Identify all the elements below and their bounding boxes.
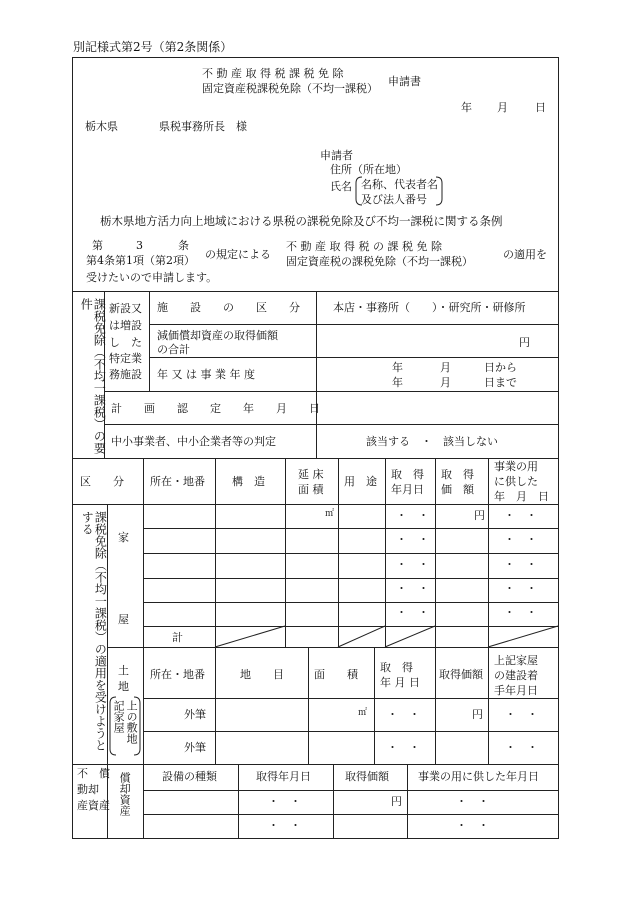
dep-side-label3: 産資産 — [77, 799, 110, 812]
house-acq-dots-4: ・ ・ — [396, 582, 429, 595]
header-use-date2: に供した — [494, 475, 538, 488]
land-acq-date1: 取 得 — [380, 661, 413, 674]
land-bottom-line — [72, 764, 559, 765]
house-acq-dots-5: ・ ・ — [396, 606, 429, 619]
land-use-dots-2: ・ ・ — [505, 741, 538, 754]
house-row-line-1 — [143, 528, 559, 529]
dep-yen: 円 — [391, 795, 402, 808]
header-floor-area2: 面 積 — [298, 483, 324, 496]
applicant-name: 氏名 — [330, 180, 352, 193]
article-apply: の適用を — [503, 248, 547, 261]
land-label2: 地 — [118, 680, 129, 693]
applicant-address: 住所（所在地） — [330, 163, 407, 176]
frame-left — [72, 57, 73, 839]
header-floor-area1: 延 床 — [298, 468, 324, 481]
facility-label-2: は増設 — [109, 319, 142, 332]
article-request: 受けたいので申請します。 — [86, 271, 218, 284]
prop-sub-divider — [143, 504, 144, 838]
dep-col-1 — [238, 764, 239, 838]
prop-side-label: 課税免除（不均一課税）の適用を受けようとする — [80, 511, 108, 751]
form-number: 別記様式第2号（第2条関係） — [73, 40, 233, 54]
facility-type-label: 施 設 の 区 分 — [157, 301, 300, 314]
req-side-label: 課税免除（不均一課税）の要件 — [79, 298, 107, 454]
depreciable-total-label1: 減価償却資産の取得価額 — [157, 329, 278, 342]
dep-acq-date: 取得年月日 — [256, 770, 311, 783]
to-year: 年 — [392, 376, 403, 389]
house-acq-dots-1: ・ ・ — [396, 509, 429, 522]
land-category: 地 目 — [240, 668, 284, 681]
dep-use-date: 事業の用に供した年月日 — [418, 770, 539, 783]
dep-col-3 — [407, 764, 408, 838]
land-built2: の建設着 — [494, 669, 538, 682]
to-day: 日まで — [484, 376, 517, 389]
req-row4-line — [104, 424, 559, 425]
land-outside-1: 外筆 — [184, 708, 206, 721]
header-use: 用 途 — [344, 475, 377, 488]
header-acq-date2: 年月日 — [391, 483, 424, 496]
land-acq-price: 取得価額 — [439, 668, 483, 681]
article-provision: の規定による — [205, 248, 271, 261]
to-month: 月 — [440, 376, 451, 389]
date-day: 日 — [535, 101, 546, 114]
dep-equipment: 設備の種類 — [162, 770, 217, 783]
sme-label: 中小事業者、中小企業者等の判定 — [111, 435, 276, 448]
facility-type-options: 本店・事務所（ ）・研究所・研修所 — [333, 301, 526, 314]
applicant-label: 申請者 — [320, 149, 353, 162]
header-structure: 構 造 — [232, 475, 265, 488]
house-total-label: 計 — [172, 631, 183, 644]
land-location: 所在・地番 — [150, 668, 205, 681]
req-facility-divider — [149, 291, 150, 391]
dep-col-2 — [333, 764, 334, 838]
dep-acq-price: 取得価額 — [345, 770, 389, 783]
land-row-line — [143, 731, 559, 732]
prop-side-divider — [107, 504, 108, 838]
house-label2: 屋 — [118, 613, 129, 626]
dep-acq-dots-1: ・ ・ — [268, 795, 301, 808]
dep-label: 償却資産 — [118, 772, 132, 816]
house-row-line-2 — [143, 553, 559, 554]
land-paren-text1: 上の敷地 — [125, 700, 139, 744]
prop-top-line — [72, 458, 559, 459]
applicant-name-note1: 名称、代表者名 — [361, 178, 438, 191]
dep-header-line — [143, 790, 559, 791]
land-acq-dots-2: ・ ・ — [387, 741, 420, 754]
land-paren-text2: 記家屋 — [112, 700, 126, 733]
facility-label-4: 特定業 — [109, 352, 142, 365]
date-year: 年 — [461, 101, 472, 114]
house-row-line-5 — [143, 626, 559, 627]
header-use-date1: 事業の用 — [494, 460, 538, 473]
article-tax1: 不 動 産 取 得 税 の 課 税 免 除 — [286, 240, 442, 253]
land-sqm: ㎡ — [358, 708, 368, 718]
land-col-1 — [215, 647, 216, 764]
article-num: 3 — [136, 239, 143, 252]
req-row2-line — [149, 357, 559, 358]
prop-header-line — [72, 504, 559, 505]
facility-label-1: 新設又 — [109, 302, 142, 315]
land-acq-dots-1: ・ ・ — [387, 708, 420, 721]
land-outside-2: 外筆 — [184, 741, 206, 754]
house-use-dots-5: ・ ・ — [504, 606, 537, 619]
ordinance-title: 栃木県地方活力向上地域における県税の課税免除及び不均一課税に関する条例 — [100, 214, 503, 228]
dep-use-dots-2: ・ ・ — [456, 819, 489, 832]
land-area: 面 積 — [314, 668, 358, 681]
house-acq-dots-2: ・ ・ — [396, 533, 429, 546]
title-line2: 固定資産税課税免除（不均一課税） — [202, 82, 378, 95]
dep-use-dots-1: ・ ・ — [456, 795, 489, 808]
title-suffix: 申請書 — [388, 75, 421, 88]
from-day: 日から — [484, 361, 517, 374]
dep-row-line — [143, 814, 559, 815]
addressee-prefecture: 栃木県 — [85, 120, 118, 133]
facility-label-3: し た — [109, 336, 142, 349]
req-row1-line — [149, 324, 559, 325]
dep-side-label2: 動却 — [77, 783, 99, 796]
from-month: 月 — [440, 361, 451, 374]
col-divider-1 — [143, 458, 144, 504]
header-acq-date1: 取 得 — [391, 468, 424, 481]
article-jo: 条 — [178, 239, 189, 252]
article-sub: 第4条第1項（第2項） — [86, 254, 195, 267]
land-col-2 — [308, 647, 309, 764]
applicant-name-note2: 及び法人番号 — [361, 193, 427, 206]
land-built1: 上記家屋 — [494, 654, 538, 667]
header-category: 区 分 — [80, 475, 124, 488]
house-use-dots-4: ・ ・ — [504, 582, 537, 595]
land-col-5 — [488, 647, 489, 764]
header-location: 所在・地番 — [150, 475, 205, 488]
frame-top — [72, 57, 559, 58]
house-row-line-4 — [143, 602, 559, 603]
land-label1: 土 — [118, 664, 129, 677]
header-acq-price1: 取 得 — [441, 468, 474, 481]
land-col-3 — [374, 647, 375, 764]
addressee-office: 県税事務所長 様 — [159, 120, 247, 133]
house-use-dots-2: ・ ・ — [504, 533, 537, 546]
house-acq-dots-3: ・ ・ — [396, 558, 429, 571]
land-header-line — [143, 698, 559, 699]
header-use-date3: 年 月 日 — [494, 490, 549, 503]
article-dai: 第 — [92, 239, 103, 252]
req-value-divider — [316, 291, 317, 458]
from-year: 年 — [392, 361, 403, 374]
house-row-line-3 — [143, 578, 559, 579]
land-use-dots-1: ・ ・ — [505, 708, 538, 721]
title-line1: 不 動 産 取 得 税 課 税 免 除 — [202, 67, 344, 80]
frame-right — [558, 57, 559, 839]
plan-date-label: 計 画 認 定 年 月 日 — [111, 402, 320, 415]
land-acq-date2: 年 月 日 — [380, 676, 420, 689]
house-label1: 家 — [118, 531, 129, 544]
depreciable-total-yen: 円 — [519, 336, 530, 349]
house-use-dots-3: ・ ・ — [504, 558, 537, 571]
req-row3-line — [104, 391, 559, 392]
fiscal-year-label: 年 又 は 事 業 年 度 — [157, 368, 255, 381]
house-total-line — [107, 647, 559, 648]
land-built3: 手年月日 — [494, 684, 538, 697]
house-yen: 円 — [474, 509, 485, 522]
depreciable-total-label2: の合計 — [157, 343, 190, 356]
land-col-4 — [435, 647, 436, 764]
dep-side-label1: 不 償 — [77, 767, 110, 780]
dep-acq-dots-2: ・ ・ — [268, 819, 301, 832]
header-acq-price2: 価 額 — [441, 483, 474, 496]
article-tax2: 固定資産税の課税免除（不均一課税） — [286, 255, 473, 268]
house-use-dots-1: ・ ・ — [504, 509, 537, 522]
sme-options: 該当する ・ 該当しない — [366, 435, 498, 448]
frame-bottom — [72, 838, 559, 839]
date-month: 月 — [497, 101, 508, 114]
house-sqm: ㎡ — [325, 509, 335, 519]
facility-label-5: 務施設 — [109, 368, 142, 381]
land-yen: 円 — [472, 708, 483, 721]
